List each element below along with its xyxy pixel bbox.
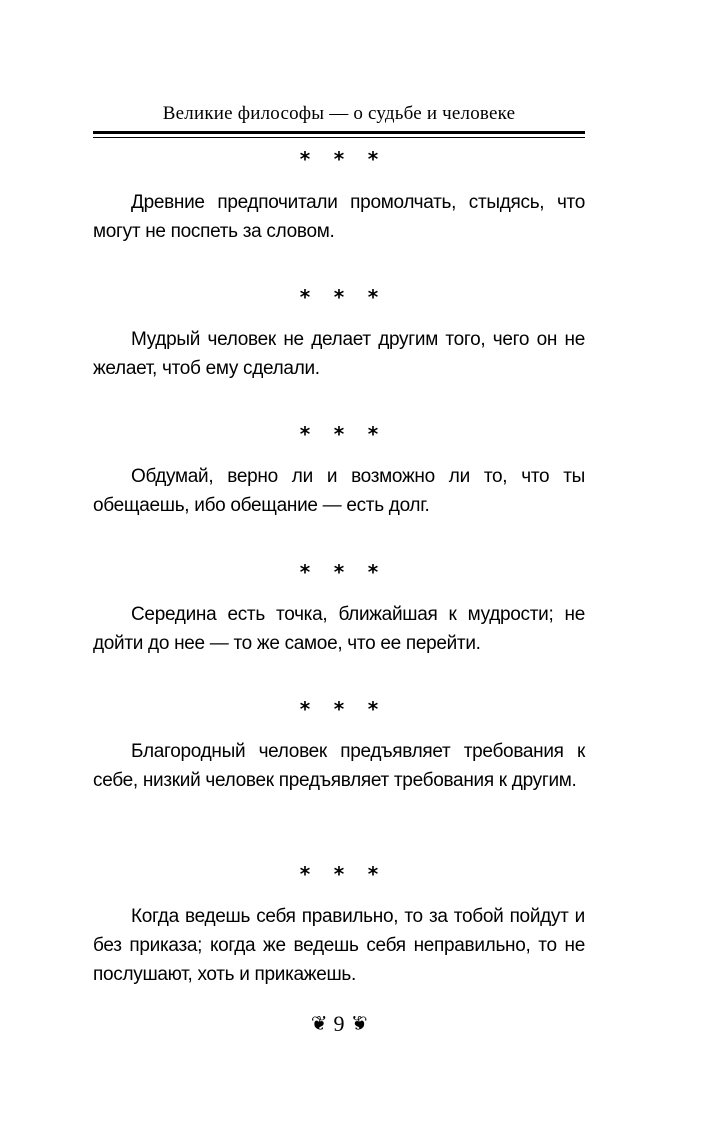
- separator-star: *: [333, 697, 345, 721]
- section-separator: [93, 147, 585, 171]
- separator-star: *: [299, 560, 311, 584]
- separator-star: *: [299, 422, 311, 446]
- separator-star: *: [367, 147, 379, 171]
- section-separator: [93, 285, 585, 309]
- aphorism-paragraph: Когда ведешь себя правильно, то за тобой пойдут и без приказа; когда же ведешь себя неправильно, то не послушают, хоть и прикажешь.: [93, 906, 585, 985]
- aphorism-paragraph: Мудрый человек не делает другим того, чего он не желает, чтоб ему сделали.: [93, 329, 585, 379]
- page-number-footer: [93, 1008, 585, 1039]
- section-separator: [93, 697, 585, 721]
- section-separator: [93, 560, 585, 584]
- header-rule-thick: [93, 131, 585, 134]
- separator-star: *: [333, 862, 345, 886]
- separator-star: *: [299, 862, 311, 886]
- aphorism-paragraph: Древние предпочитали промолчать, стыдясь, что могут не поспеть за словом.: [93, 192, 585, 242]
- running-head: Великие философы — о судьбе и человеке: [162, 103, 516, 124]
- separator-star: *: [367, 422, 379, 446]
- separator-star: *: [299, 697, 311, 721]
- section-separator: [93, 862, 585, 886]
- separator-star: *: [333, 560, 345, 584]
- separator-star: *: [333, 147, 345, 171]
- aphorism-paragraph: Обдумай, верно ли и возможно ли то, что ты обещаешь, ибо обещание — есть долг.: [93, 466, 585, 516]
- aphorism-paragraph: Благородный человек предъявляет требования к себе, низкий человек предъявляет требования к другим.: [93, 741, 585, 791]
- separator-star: *: [333, 422, 345, 446]
- separator-star: *: [299, 147, 311, 171]
- page-number: 9: [333, 1011, 345, 1036]
- separator-star: *: [299, 285, 311, 309]
- separator-star: *: [367, 862, 379, 886]
- separator-star: *: [367, 560, 379, 584]
- header-rule-thin: [93, 137, 585, 138]
- ornament-right-icon: ❦: [350, 1011, 368, 1035]
- section-separator: [93, 422, 585, 446]
- ornament-left-icon: ❦: [310, 1011, 328, 1035]
- separator-star: *: [367, 285, 379, 309]
- aphorism-paragraph: Середина есть точка, ближайшая к мудрости; не дойти до нее — то же самое, что ее перейти.: [93, 604, 585, 654]
- separator-star: *: [333, 285, 345, 309]
- separator-star: *: [367, 697, 379, 721]
